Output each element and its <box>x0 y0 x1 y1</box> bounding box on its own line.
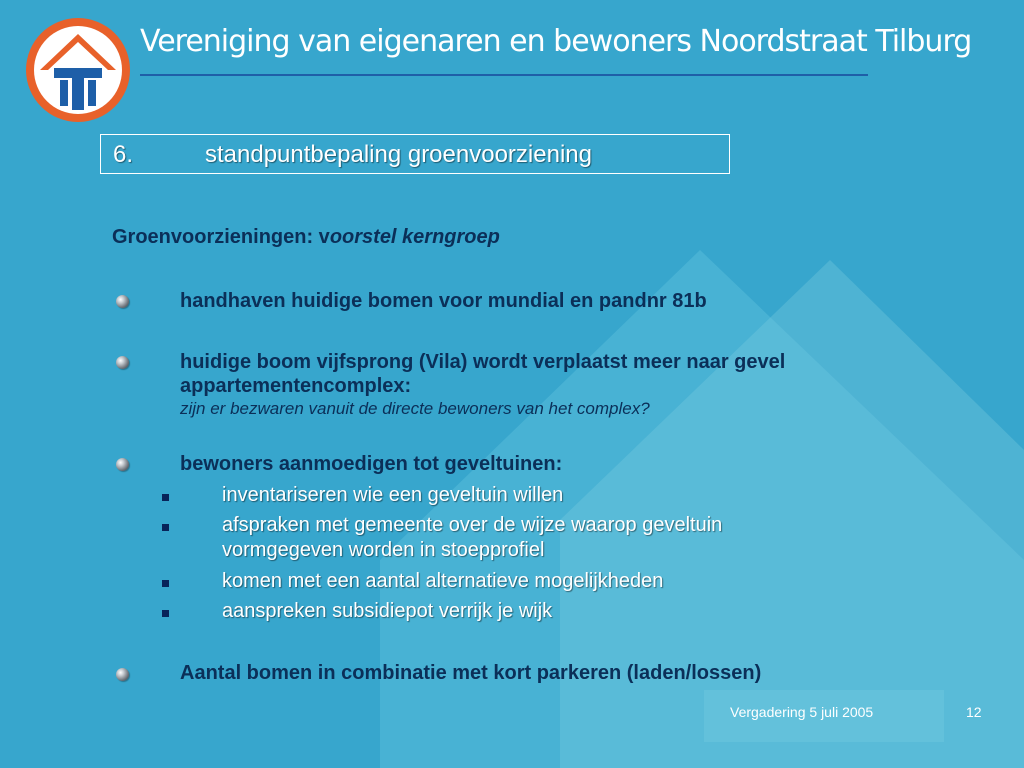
organization-title: Vereniging van eigenaren en bewoners Noordstraat Tilburg <box>140 24 972 59</box>
heading-prefix: Groenvoorzieningen: v <box>112 226 330 248</box>
sub-bullet-3-icon <box>162 580 169 587</box>
section-number: 6. <box>113 141 134 168</box>
page-number: 12 <box>966 704 982 720</box>
bullet-4-icon <box>116 668 129 681</box>
bullet-3-icon <box>116 458 129 471</box>
sub-bullet-3-text: komen met een aantal alternatieve mogelijkheden <box>222 570 664 592</box>
association-logo <box>24 16 132 124</box>
heading-emphasis: oorstel kerngroep <box>329 226 500 248</box>
sub-bullet-2-icon <box>162 524 169 531</box>
bullet-3-text: bewoners aanmoedigen tot geveltuinen: <box>180 453 563 475</box>
bullet-2-icon <box>116 356 129 369</box>
bullet-2-line-2: appartementencomplex: <box>180 375 412 397</box>
sub-bullet-2-line-1: afspraken met gemeente over de wijze waarop geveltuin <box>222 514 723 536</box>
sub-bullet-1-text: inventariseren wie een geveltuin willen <box>222 484 564 506</box>
bullet-2-note: zijn er bezwaren vanuit de directe bewoners van het complex? <box>180 399 650 418</box>
sub-bullet-2-line-2: vormgegeven worden in stoepprofiel <box>222 539 545 561</box>
bullet-1-text: handhaven huidige bomen voor mundial en pandnr 81b <box>180 290 707 312</box>
sub-bullet-4-text: aanspreken subsidiepot verrijk je wijk <box>222 600 553 622</box>
footer-date: Vergadering 5 juli 2005 <box>730 704 874 720</box>
sub-bullet-4-icon <box>162 610 169 617</box>
section-title: standpuntbepaling groenvoorziening <box>205 141 592 168</box>
sub-bullet-1-icon <box>162 494 169 501</box>
bullet-4-text: Aantal bomen in combinatie met kort parkeren (laden/lossen) <box>180 662 762 684</box>
bullet-2-line-1: huidige boom vijfsprong (Vila) wordt verplaatst meer naar gevel <box>180 351 786 373</box>
bullet-1-icon <box>116 295 129 308</box>
